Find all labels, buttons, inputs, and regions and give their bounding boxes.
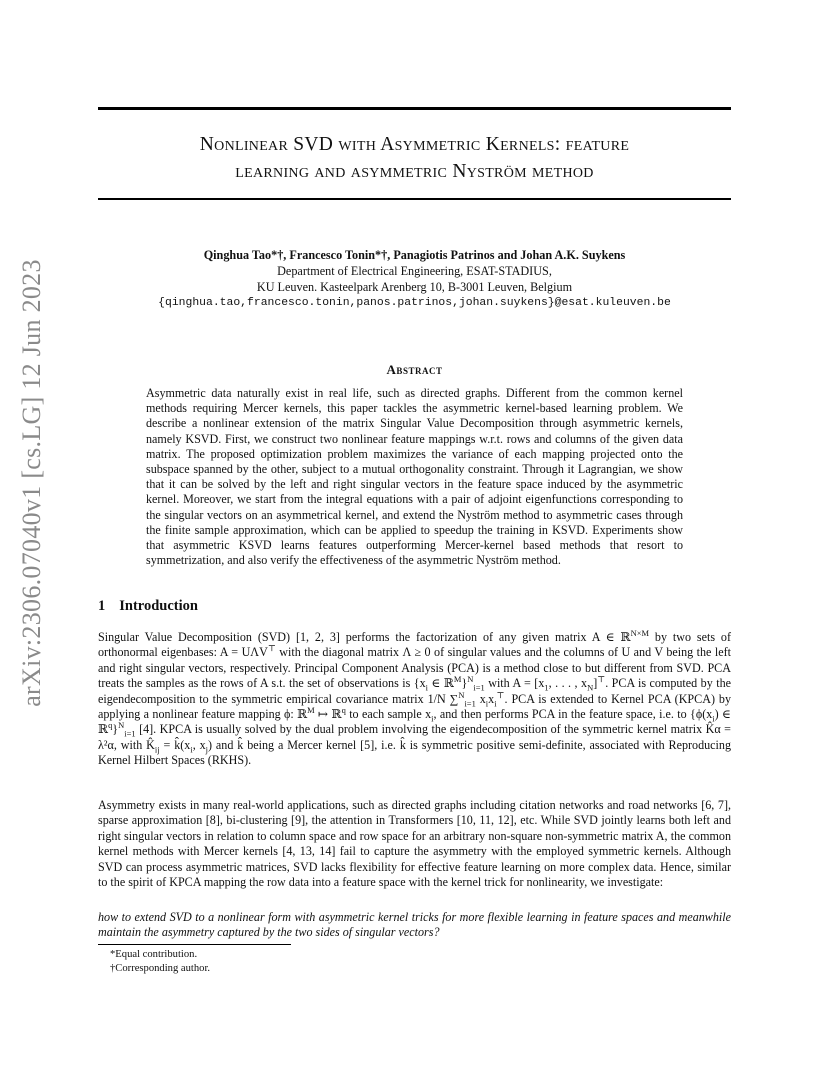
abstract-text: Asymmetric data naturally exist in real life, such as directed graphs. Different from the common kernel methods requiring Mercer kernels, this paper tackles the asymmetric kernel-based learning problem. We describe a nonlinear extension of the matrix Singular Value Decomposition through asymmetric kernels, namely KSVD. First, we construct two nonlinear feature mappings w.r.t. rows and columns of the given data matrix. The proposed optimization problem maximizes the variance of each mapping projected onto the subspace spanned by the other, subject to a mutual orthogonality constraint. Through it Lagrangian, we show that it can be solved by the left and right singular vectors in the feature space induced by the asymmetric kernel. Moreover, we start from the integral equations with a pair of adjoint eigenfunctions corresponding to the singular vectors on an asymmetrical kernel, and extend the Nyström method to asymmetric cases through the finite sample approximation, which can be applied to speedup the training in KSVD. Experiments show that asymmetric KSVD learns features outperforming Mercer-kernel based methods that resort to symmetrization, and also verify the effectiveness of the asymmetric Nyström method. [146,386,683,568]
section-heading [98,598,198,615]
footnote-rule [98,944,291,945]
paragraph-2: Asymmetry exists in many real-world applications, such as directed graphs including citation networks and road networks [6, 7], sparse approximation [8], bi-clustering [9], the attention in Transformers [10, 11, 12], etc. While SVD jointly learns both left and right singular vectors in relation to column space and row space for an arbitrary non-square non-symmetric matrix A, the common kernel methods with Mercer kernels [4, 13, 14] fail to capture the asymmetry with the employed symmetric kernels. Although SVD can process asymmetric matrices, SVD lacks flexibility for effective feature learning on more complex data. Hence, similar to the spirit of KPCA mapping the row data into a feature space with the kernel trick for nonlinearity, we investigate: [98,798,731,890]
author-block [98,247,731,311]
paper-title [98,131,731,185]
section-number: 1 [98,598,106,614]
paragraph-1: Singular Value Decomposition (SVD) [1, 2, 3] performs the factorization of any given matrix A ∈ ℝ$^{N\times M}$ by two sets of orthonormal eigenbases: A = UΛV⊤ with the diagonal matrix Λ ≥ 0 of singular values and the columns of U and V being the left and right singular vectors, respectively. Principal Component Analysis (PCA) is a method close to but different from SVD. PCA treats the samples as the rows of A s.t. the set of observations is {$x_i$ ∈ ℝ$^M$}$^N_{i=1}$ with $A = [x_1$, . . . , $x_N]^⊤$. PCA is computed by the eigendecomposition to the symmetric empirical covariance matrix 1/N ∑$^N_{i=1}$ $x_ix_i^⊤$. PCA is extended to Kernel PCA (KPCA) by applying a nonlinear feature mapping ϕ: ℝ$^M$ ↦ ℝ$^q$ to each sample $x_i$, and then performs PCA in the feature space, i.e. to {$\phi(x_i)$ ∈ ℝ$^q$}$^N_{i=1}$ [4]. KPCA is usually solved by the dual problem involving the eigendecomposition of the symmetric kernel matrix K̂α = λ²α, with $K̂_{ij}$ = $k̂(x_i$, $x_j$) and k̂ being a Mercer kernel [5], i.e. k̂ is symmetric positive semi-definite, associated with Reproducing Kernel Hilbert Spaces (RKHS). [98,627,732,768]
author-address: KU Leuven. Kasteelpark Arenberg 10, B-3001 Leuven, Belgium [256,280,573,294]
arxiv-stamp-text: arXiv:2306.07040v1 [cs.LG] 12 Jun 2023 [17,258,46,707]
abstract-heading: Abstract [386,362,443,377]
title-line-2: learning and asymmetric Nyström method [235,161,594,182]
title-rule-bottom [98,198,731,200]
author-emails: {qinghua.tao,francesco.tonin,panos.patrinos,johan.suykens}@esat.kuleuven.be [158,297,671,309]
footnote-equal-contribution: *Equal contribution. [110,949,198,960]
arxiv-stamp [16,258,48,707]
author-department: Department of Electrical Engineering, ESAT-STADIUS, [277,264,552,278]
footnote-corresponding-author: †Corresponding author. [110,963,211,974]
research-question: how to extend SVD to a nonlinear form with asymmetric kernel tricks for more flexible learning in feature spaces and meanwhile maintain the asymmetry captured by the two sides of singular vectors? [98,910,731,940]
section-title: Introduction [119,598,198,614]
author-names: Qinghua Tao*†, Francesco Tonin*†, Panagiotis Patrinos and Johan A.K. Suykens [203,248,626,262]
title-line-1: Nonlinear SVD with Asymmetric Kernels: feature [199,134,630,155]
title-rule-top [98,107,731,110]
